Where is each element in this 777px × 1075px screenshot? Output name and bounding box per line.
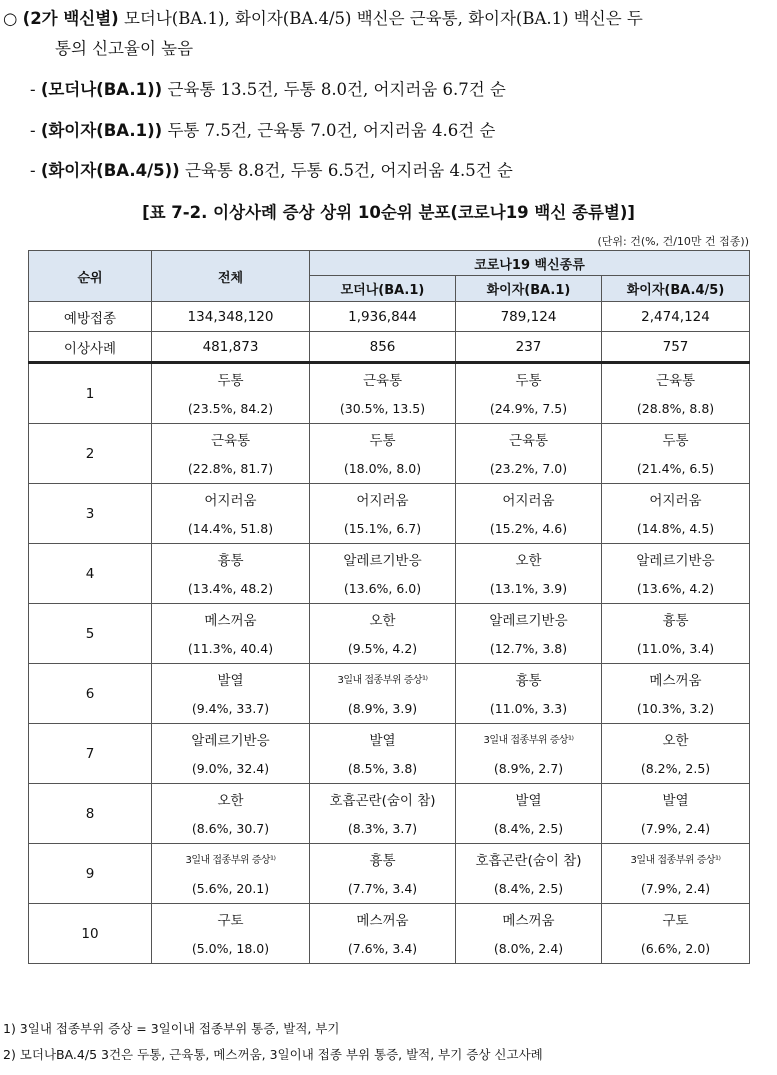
percent-cell-total: (9.0%, 32.4) xyxy=(152,754,310,784)
intro-bold: (2가 백신별) xyxy=(22,9,119,28)
dash: - xyxy=(30,121,36,140)
percent-cell-pfizer45: (28.8%, 8.8) xyxy=(602,394,750,424)
bullet-text: 근육통 13.5건, 두통 8.0건, 어지러움 6.7건 순 xyxy=(162,80,506,99)
rank-row-symptom xyxy=(29,604,750,634)
percent-cell-moderna: (8.5%, 3.8) xyxy=(310,754,456,784)
symptom-cell-pfizer45: 3일내 접종부위 증상¹⁾ xyxy=(602,844,750,874)
symptom-cell-total: 3일내 접종부위 증상¹⁾ xyxy=(152,844,310,874)
symptom-cell-pfizer45: 발열 xyxy=(602,784,750,814)
table-caption: [표 7-2. 이상사례 증상 상위 10순위 분포(코로나19 백신 종류별)] xyxy=(142,203,635,222)
summary-cell-pfizer45: 757 xyxy=(602,332,750,363)
header-pfizer-ba45: 화이자(BA.4/5) xyxy=(602,276,750,302)
percent-cell-pfizer45: (11.0%, 3.4) xyxy=(602,634,750,664)
percent-cell-moderna: (7.6%, 3.4) xyxy=(310,934,456,964)
percent-cell-moderna: (18.0%, 8.0) xyxy=(310,454,456,484)
header-moderna: 모더나(BA.1) xyxy=(310,276,456,302)
symptom-cell-moderna: 흉통 xyxy=(310,844,456,874)
percent-cell-moderna: (8.9%, 3.9) xyxy=(310,694,456,724)
header-pfizer-ba1: 화이자(BA.1) xyxy=(456,276,602,302)
symptom-cell-moderna: 오한 xyxy=(310,604,456,634)
rank-row-symptom xyxy=(29,544,750,574)
symptom-cell-total: 근육통 xyxy=(152,424,310,454)
unit-label: (단위: 건(%, 건/10만 건 접종)) xyxy=(597,235,749,248)
percent-cell-moderna: (15.1%, 6.7) xyxy=(310,514,456,544)
intro-text: 모더나(BA.1), 화이자(BA.4/5) 백신은 근육통, 화이자(BA.1) 백신은 두 xyxy=(118,9,643,28)
summary-cell-label: 예방접종 xyxy=(29,302,152,332)
bullet-label: (화이자(BA.4/5)) xyxy=(40,161,180,180)
symptom-cell-moderna: 메스꺼움 xyxy=(310,904,456,934)
percent-cell-pfizer45: (7.9%, 2.4) xyxy=(602,814,750,844)
symptom-cell-total: 오한 xyxy=(152,784,310,814)
summary-cell-label: 이상사례 xyxy=(29,332,152,363)
symptom-cell-moderna: 알레르기반응 xyxy=(310,544,456,574)
symptom-cell-pfizer45: 메스꺼움 xyxy=(602,664,750,694)
symptom-cell-total: 두통 xyxy=(152,363,310,394)
symptom-cell-pfizer1: 오한 xyxy=(456,544,602,574)
percent-cell-pfizer1: (8.9%, 2.7) xyxy=(456,754,602,784)
summary-cell-moderna: 1,936,844 xyxy=(310,302,456,332)
percent-cell-total: (14.4%, 51.8) xyxy=(152,514,310,544)
percent-cell-moderna: (30.5%, 13.5) xyxy=(310,394,456,424)
bullet-text: 두통 7.5건, 근육통 7.0건, 어지러움 4.6건 순 xyxy=(162,121,496,140)
summary-cell-total: 481,873 xyxy=(152,332,310,363)
percent-cell-pfizer45: (10.3%, 3.2) xyxy=(602,694,750,724)
summary-cell-moderna: 856 xyxy=(310,332,456,363)
percent-cell-pfizer45: (13.6%, 4.2) xyxy=(602,574,750,604)
symptom-cell-pfizer45: 근육통 xyxy=(602,363,750,394)
percent-cell-pfizer1: (8.4%, 2.5) xyxy=(456,874,602,904)
percent-cell-total: (5.0%, 18.0) xyxy=(152,934,310,964)
percent-cell-pfizer1: (23.2%, 7.0) xyxy=(456,454,602,484)
rank-number: 8 xyxy=(29,784,152,844)
percent-cell-total: (8.6%, 30.7) xyxy=(152,814,310,844)
adverse-events-table xyxy=(28,250,750,964)
circle-bullet: ○ xyxy=(3,9,18,28)
rank-row-symptom xyxy=(29,484,750,514)
rank-number: 9 xyxy=(29,844,152,904)
intro-continuation: 통의 신고율이 높음 xyxy=(55,39,194,58)
symptom-cell-total: 메스꺼움 xyxy=(152,604,310,634)
rank-row-symptom xyxy=(29,424,750,454)
rank-row-symptom xyxy=(29,844,750,874)
symptom-cell-pfizer1: 흉통 xyxy=(456,664,602,694)
rank-number: 10 xyxy=(29,904,152,964)
dash: - xyxy=(30,80,36,99)
symptom-cell-moderna: 발열 xyxy=(310,724,456,754)
symptom-cell-moderna: 어지러움 xyxy=(310,484,456,514)
rank-row-symptom xyxy=(29,904,750,934)
percent-cell-moderna: (13.6%, 6.0) xyxy=(310,574,456,604)
symptom-cell-pfizer45: 어지러움 xyxy=(602,484,750,514)
footnote-2: 2) 모더나BA.4/5 3건은 두통, 근육통, 메스꺼움, 3일이내 접종 부위 통증, 발적, 부기 증상 신고사례 xyxy=(3,1047,543,1062)
symptom-cell-pfizer45: 알레르기반응 xyxy=(602,544,750,574)
percent-cell-pfizer45: (21.4%, 6.5) xyxy=(602,454,750,484)
percent-cell-total: (23.5%, 84.2) xyxy=(152,394,310,424)
percent-cell-pfizer45: (7.9%, 2.4) xyxy=(602,874,750,904)
summary-cell-pfizer1: 789,124 xyxy=(456,302,602,332)
symptom-cell-pfizer1: 호흡곤란(숨이 참) xyxy=(456,844,602,874)
summary-cell-pfizer45: 2,474,124 xyxy=(602,302,750,332)
percent-cell-total: (11.3%, 40.4) xyxy=(152,634,310,664)
rank-number: 7 xyxy=(29,724,152,784)
rank-number: 6 xyxy=(29,664,152,724)
bullet-text: 근육통 8.8건, 두통 6.5건, 어지러움 4.5건 순 xyxy=(179,161,513,180)
percent-cell-total: (9.4%, 33.7) xyxy=(152,694,310,724)
summary-cell-total: 134,348,120 xyxy=(152,302,310,332)
bullet-label: (모더나(BA.1)) xyxy=(40,80,163,99)
summary-row xyxy=(29,302,750,332)
percent-cell-pfizer1: (12.7%, 3.8) xyxy=(456,634,602,664)
symptom-cell-moderna: 두통 xyxy=(310,424,456,454)
symptom-cell-total: 구토 xyxy=(152,904,310,934)
symptom-cell-pfizer45: 오한 xyxy=(602,724,750,754)
percent-cell-pfizer1: (8.0%, 2.4) xyxy=(456,934,602,964)
rank-number: 3 xyxy=(29,484,152,544)
symptom-cell-pfizer1: 알레르기반응 xyxy=(456,604,602,634)
percent-cell-pfizer1: (15.2%, 4.6) xyxy=(456,514,602,544)
symptom-cell-total: 흉통 xyxy=(152,544,310,574)
header-total: 전체 xyxy=(152,251,310,302)
symptom-cell-total: 알레르기반응 xyxy=(152,724,310,754)
bullet-label: (화이자(BA.1)) xyxy=(40,121,163,140)
rank-number: 4 xyxy=(29,544,152,604)
summary-row xyxy=(29,332,750,363)
bullet-moderna xyxy=(30,76,506,100)
symptom-cell-pfizer45: 흉통 xyxy=(602,604,750,634)
symptom-cell-pfizer1: 발열 xyxy=(456,784,602,814)
symptom-cell-pfizer45: 구토 xyxy=(602,904,750,934)
symptom-cell-moderna: 근육통 xyxy=(310,363,456,394)
rank-number: 5 xyxy=(29,604,152,664)
header-vaccine-group: 코로나19 백신종류 xyxy=(310,251,750,276)
percent-cell-pfizer45: (14.8%, 4.5) xyxy=(602,514,750,544)
rank-number: 1 xyxy=(29,363,152,424)
bullet-pfizer-ba45 xyxy=(30,157,513,181)
percent-cell-pfizer1: (8.4%, 2.5) xyxy=(456,814,602,844)
symptom-cell-pfizer1: 3일내 접종부위 증상¹⁾ xyxy=(456,724,602,754)
rank-row-symptom xyxy=(29,363,750,394)
symptom-cell-moderna: 3일내 접종부위 증상¹⁾ xyxy=(310,664,456,694)
symptom-cell-pfizer1: 근육통 xyxy=(456,424,602,454)
percent-cell-pfizer1: (11.0%, 3.3) xyxy=(456,694,602,724)
symptom-cell-pfizer45: 두통 xyxy=(602,424,750,454)
symptom-cell-total: 어지러움 xyxy=(152,484,310,514)
percent-cell-pfizer45: (6.6%, 2.0) xyxy=(602,934,750,964)
dash: - xyxy=(30,161,36,180)
percent-cell-pfizer45: (8.2%, 2.5) xyxy=(602,754,750,784)
footnote-1: 1) 3일내 접종부위 증상 = 3일이내 접종부위 통증, 발적, 부기 xyxy=(3,1021,340,1036)
symptom-cell-total: 발열 xyxy=(152,664,310,694)
percent-cell-moderna: (7.7%, 3.4) xyxy=(310,874,456,904)
rank-number: 2 xyxy=(29,424,152,484)
header-rank: 순위 xyxy=(29,251,152,302)
symptom-cell-pfizer1: 메스꺼움 xyxy=(456,904,602,934)
percent-cell-moderna: (8.3%, 3.7) xyxy=(310,814,456,844)
symptom-cell-pfizer1: 어지러움 xyxy=(456,484,602,514)
symptom-cell-moderna: 호흡곤란(숨이 참) xyxy=(310,784,456,814)
percent-cell-total: (22.8%, 81.7) xyxy=(152,454,310,484)
percent-cell-pfizer1: (13.1%, 3.9) xyxy=(456,574,602,604)
percent-cell-pfizer1: (24.9%, 7.5) xyxy=(456,394,602,424)
rank-row-symptom xyxy=(29,784,750,814)
bullet-pfizer-ba1 xyxy=(30,117,495,141)
rank-row-symptom xyxy=(29,724,750,754)
symptom-cell-pfizer1: 두통 xyxy=(456,363,602,394)
percent-cell-total: (13.4%, 48.2) xyxy=(152,574,310,604)
summary-cell-pfizer1: 237 xyxy=(456,332,602,363)
rank-row-symptom xyxy=(29,664,750,694)
intro-line xyxy=(3,5,643,29)
percent-cell-moderna: (9.5%, 4.2) xyxy=(310,634,456,664)
percent-cell-total: (5.6%, 20.1) xyxy=(152,874,310,904)
